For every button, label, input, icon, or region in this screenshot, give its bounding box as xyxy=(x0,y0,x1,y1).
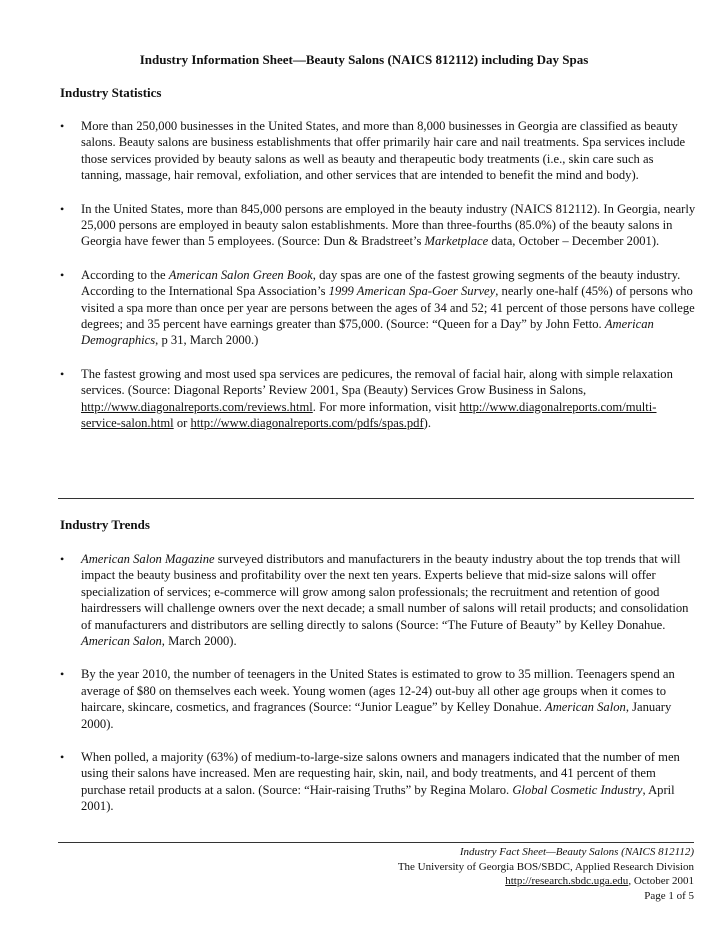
list-item xyxy=(60,666,696,732)
reviews-link[interactable]: http://www.diagonalreports.com/reviews.html xyxy=(81,399,313,414)
section-divider xyxy=(58,498,694,499)
document-title: Industry Information Sheet—Beauty Salons (NAICS 812112) including Day Spas xyxy=(139,52,589,67)
bullet-text: The fastest growing and most used spa services are pedicures, the removal of facial hair, along with simple relaxation services. (Source: Diagonal Reports’ Review 2001, Spa (Beauty) Services Grow Business in Salons, http://www.diagonalreports.com/reviews.html. For more information, visit http://www.diagonalreports.com/multi-service-salon.html or http://www.diagonalreports.com/pdfs/spas.pdf). xyxy=(81,366,673,431)
bullet-icon: • xyxy=(60,267,65,282)
bullet-text: American Salon Magazine surveyed distributors and manufacturers in the beauty industry about the top trends that will impact the beauty business and profitability over the next ten years. Experts believe that mid-size salons will offer specialization of services; e-commerce will grow among salon professionals; the recruitment and retention of good hairdressers will challenge owners over the next decade; a small number of salons will retail products; and consolidation of manufacturers and distributors are selling directly to salons (Source: “The Future of Beauty” by Kelley Donahue. American Salon, March 2000). xyxy=(81,552,689,649)
bullet-text: According to the American Salon Green Book, day spas are one of the fastest growing segments of the beauty industry. According to the International Spa Association’s 1999 American Spa-Goer Survey, nearly one-half (45%) of persons who visited a spa more than once per year are persons between the ages of 34 and 52; 41 percent of those persons have college degrees; and 35 percent have earnings greater than $75,000. (Source: “Queen for a Day” by John Fetto. American Demographics, p 31, March 2000.) xyxy=(81,267,695,348)
list-item xyxy=(60,267,696,349)
bullet-icon: • xyxy=(60,552,65,566)
footer-organization: The University of Georgia BOS/SBDC, Applied Research Division xyxy=(397,860,694,873)
footer-divider xyxy=(58,842,694,843)
footer-fact-sheet-title: Industry Fact Sheet—Beauty Salons (NAICS 812112) xyxy=(459,846,694,858)
bullet-icon: • xyxy=(60,201,65,216)
research-sbdc-link[interactable]: http://research.sbdc.uga.edu xyxy=(505,875,629,887)
list-item xyxy=(60,749,696,815)
bullet-text: When polled, a majority (63%) of medium-to-large-size salons owners and managers indicated that the number of men using their salons have increased. Men are requesting hair, skin, nail, and body treatments, and 41 percent of them purchase retail products at a salon. (Source: “Hair-raising Truths” by Regina Molaro. Global Cosmetic Industry, April 2001). xyxy=(81,750,680,814)
bullet-text: By the year 2010, the number of teenagers in the United States is estimated to grow to 35 million. Teenagers spend an average of $80 on themselves each week. Young women (ages 12-24) out-buy all other age groups when it comes to haircare, skincare, cosmetics, and fragrances (Source: “Junior League” by Kelley Donahue. American Salon, January 2000). xyxy=(81,667,675,731)
bullet-text: More than 250,000 businesses in the United States, and more than 8,000 businesses in Georgia are classified as beauty salons. Beauty salons are business establishments that offer primarily hair care and nail treatments. Spa services include those services provided by beauty salons as well as beauty and therapeutic body treatments (i.e., skin care such as tanning, massage, hair removal, exfoliation, and other services that are intended to benefit the mind and body). xyxy=(81,119,686,183)
bullet-icon: • xyxy=(60,119,65,133)
bullet-icon: • xyxy=(60,667,65,682)
page-number: Page 1 of 5 xyxy=(644,889,694,902)
list-item xyxy=(60,201,696,250)
bullet-icon: • xyxy=(60,366,65,381)
trends-heading: Industry Trends xyxy=(60,517,150,532)
trends-list xyxy=(60,551,696,815)
list-item xyxy=(60,551,696,649)
bullet-icon: • xyxy=(60,750,65,765)
spas-pdf-link[interactable]: http://www.diagonalreports.com/pdfs/spas.pdf xyxy=(190,416,424,431)
list-item xyxy=(60,118,696,184)
statistics-heading: Industry Statistics xyxy=(60,85,162,100)
list-item xyxy=(60,366,696,432)
bullet-text: In the United States, more than 845,000 persons are employed in the beauty industry (NAICS 812112). In Georgia, nearly 25,000 persons are employed in beauty salon establishments. More than three-fourths (85.0%) of the beauty salons in Georgia have fewer than 5 employees. (Source: Dun & Bradstreet’s Marketplace data, October – December 2001). xyxy=(81,201,696,249)
statistics-list xyxy=(60,118,696,432)
footer-url-line: http://research.sbdc.uga.edu, October 2001 xyxy=(505,875,694,887)
page-footer xyxy=(398,845,694,903)
multi-service-salon-link[interactable]: http://www.diagonalreports.com/multi-service-salon.html xyxy=(81,399,657,431)
